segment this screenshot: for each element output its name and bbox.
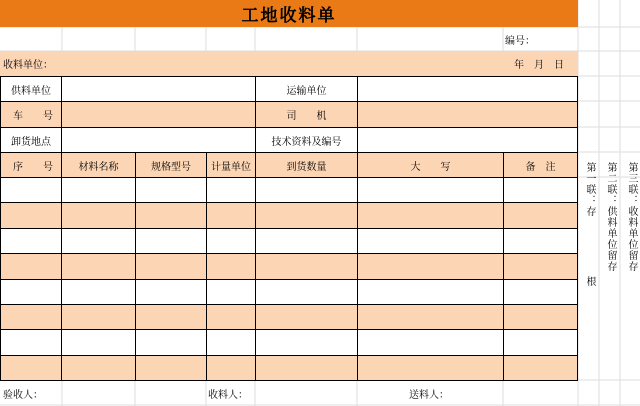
table-cell-r5-c5[interactable] [255, 279, 358, 305]
table-cell-r4-c1[interactable] [0, 253, 62, 280]
tech-docs-label: 技术资料及编号 [255, 127, 358, 153]
supplier-label: 供料单位 [0, 76, 62, 102]
page-title: 工地收料单 [241, 6, 337, 26]
table-cell-r5-c6[interactable] [357, 279, 504, 305]
col-header-material: 材料名称 [61, 152, 136, 178]
col-header-remarks: 备 注 [503, 152, 578, 178]
sender-label: 送料人： [409, 389, 449, 401]
table-cell-r7-c3[interactable] [135, 329, 207, 356]
table-cell-r6-c2[interactable] [61, 304, 136, 330]
table-cell-r2-c2[interactable] [61, 202, 136, 229]
table-cell-r2-c7[interactable] [503, 202, 578, 229]
table-cell-r8-c4[interactable] [206, 355, 256, 381]
table-cell-r6-c6[interactable] [357, 304, 504, 330]
table-cell-r1-c5[interactable] [255, 177, 358, 203]
table-cell-r8-c7[interactable] [503, 355, 578, 381]
table-cell-r3-c2[interactable] [61, 228, 136, 254]
table-cell-r4-c6[interactable] [357, 253, 504, 280]
transport-label: 运输单位 [255, 76, 358, 102]
col-header-spec: 规格型号 [135, 152, 207, 178]
table-cell-r8-c3[interactable] [135, 355, 207, 381]
table-cell-r7-c2[interactable] [61, 329, 136, 356]
table-cell-r7-c5[interactable] [255, 329, 358, 356]
table-cell-r1-c2[interactable] [61, 177, 136, 203]
table-cell-r3-c1[interactable] [0, 228, 62, 254]
col-header-quantity: 到货数量 [255, 152, 358, 178]
supplier-field[interactable] [61, 76, 256, 102]
receiving-unit-label: 收料单位： [3, 60, 53, 71]
copy-third-label: 第三联：收料单位留存 [626, 162, 637, 272]
copy-second-label: 第二联：供料单位留存 [605, 162, 616, 272]
table-cell-r5-c1[interactable] [0, 279, 62, 305]
driver-field[interactable] [357, 101, 578, 128]
table-cell-r2-c4[interactable] [206, 202, 256, 229]
tech-docs-field[interactable] [357, 127, 578, 153]
table-cell-r4-c5[interactable] [255, 253, 358, 280]
table-cell-r8-c2[interactable] [61, 355, 136, 381]
table-cell-r6-c5[interactable] [255, 304, 358, 330]
unload-place-label: 卸货地点 [0, 127, 62, 153]
unload-place-field[interactable] [61, 127, 256, 153]
table-cell-r6-c3[interactable] [135, 304, 207, 330]
table-cell-r3-c6[interactable] [357, 228, 504, 254]
table-cell-r8-c1[interactable] [0, 355, 62, 381]
table-cell-r5-c4[interactable] [206, 279, 256, 305]
transport-field[interactable] [357, 76, 578, 102]
table-cell-r2-c6[interactable] [357, 202, 504, 229]
table-cell-r1-c7[interactable] [503, 177, 578, 203]
table-cell-r6-c7[interactable] [503, 304, 578, 330]
table-cell-r2-c1[interactable] [0, 202, 62, 229]
copy-first-stub: 根 [584, 276, 595, 287]
vehicle-field[interactable] [61, 101, 256, 128]
table-cell-r8-c5[interactable] [255, 355, 358, 381]
col-header-index: 序 号 [0, 152, 62, 178]
table-cell-r7-c7[interactable] [503, 329, 578, 356]
table-cell-r1-c3[interactable] [135, 177, 207, 203]
receiver-label: 收料人： [208, 389, 248, 401]
table-cell-r7-c6[interactable] [357, 329, 504, 356]
table-cell-r4-c4[interactable] [206, 253, 256, 280]
table-cell-r6-c1[interactable] [0, 304, 62, 330]
table-cell-r6-c4[interactable] [206, 304, 256, 330]
table-cell-r1-c6[interactable] [357, 177, 504, 203]
table-cell-r5-c3[interactable] [135, 279, 207, 305]
table-cell-r2-c3[interactable] [135, 202, 207, 229]
col-header-unit: 计量单位 [206, 152, 256, 178]
date-label: 年 月 日 [514, 60, 564, 71]
table-cell-r5-c2[interactable] [61, 279, 136, 305]
col-header-uppercase: 大 写 [357, 152, 504, 178]
vehicle-label: 车 号 [0, 101, 62, 128]
table-cell-r4-c2[interactable] [61, 253, 136, 280]
copy-first-label: 第一联：存 [584, 162, 595, 217]
table-cell-r4-c3[interactable] [135, 253, 207, 280]
inspector-label: 验收人： [3, 389, 43, 401]
table-cell-r7-c4[interactable] [206, 329, 256, 356]
table-cell-r3-c5[interactable] [255, 228, 358, 254]
table-cell-r4-c7[interactable] [503, 253, 578, 280]
table-cell-r1-c4[interactable] [206, 177, 256, 203]
serial-number-label: 编号： [505, 35, 535, 47]
table-cell-r3-c4[interactable] [206, 228, 256, 254]
table-cell-r1-c1[interactable] [0, 177, 62, 203]
driver-label: 司 机 [255, 101, 358, 128]
title-bar [0, 0, 578, 27]
table-cell-r7-c1[interactable] [0, 329, 62, 356]
table-cell-r3-c7[interactable] [503, 228, 578, 254]
receiving-unit-row [0, 51, 578, 76]
table-cell-r2-c5[interactable] [255, 202, 358, 229]
table-cell-r8-c6[interactable] [357, 355, 504, 381]
table-cell-r5-c7[interactable] [503, 279, 578, 305]
table-cell-r3-c3[interactable] [135, 228, 207, 254]
